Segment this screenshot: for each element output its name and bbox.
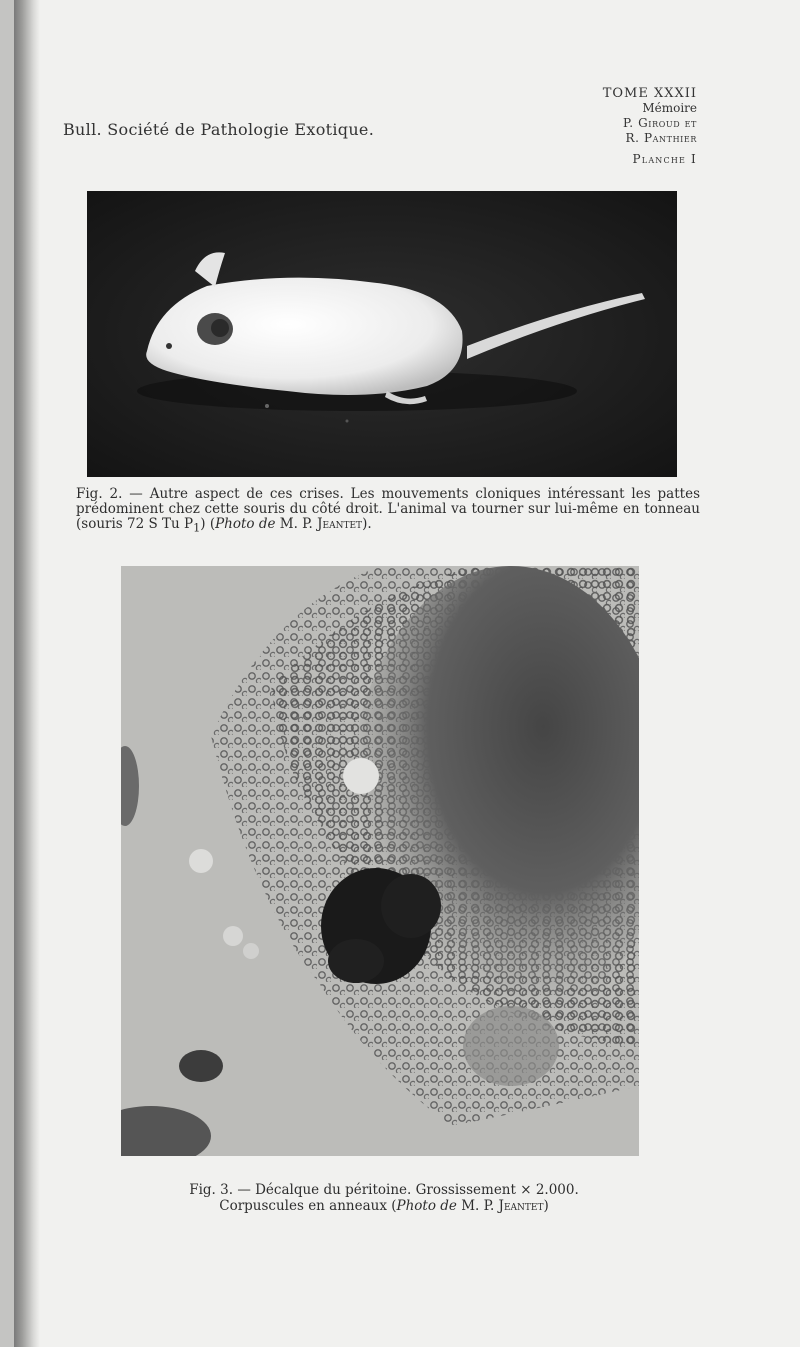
caption-end: ) — [543, 1198, 549, 1214]
figure-2-mouse-photo — [87, 191, 677, 477]
figure-3-micrograph — [121, 566, 639, 1156]
page-binding-edge — [0, 0, 14, 1347]
caption-text: Corpuscules en anneaux ( — [219, 1198, 397, 1214]
figure-3-caption-line-1: Fig. 3. — Décalque du péritoine. Grossissement × 2.000. — [189, 1182, 579, 1198]
tome-label: TOME XXXII — [602, 86, 697, 101]
mouse-photo-image — [87, 191, 677, 477]
author-line-2: R. Panthier — [625, 131, 697, 145]
caption-paren: ) ( — [200, 516, 216, 532]
memoire-label: Mémoire — [642, 101, 697, 115]
plate-header — [537, 86, 697, 167]
journal-title: Bull. Société de Pathologie Exotique. — [63, 120, 375, 139]
figure-2-caption — [76, 487, 700, 536]
caption-subscript: 1 — [193, 521, 201, 535]
photo-credit-prefix: M. P. — [275, 516, 318, 532]
figure-3-caption-line-2 — [120, 1198, 648, 1214]
figure-2-caption-text: Fig. 2. — Autre aspect de ces crises. Les mouvements cloniques intéressant les pattes prédominent chez cette souris du côté droit. L'animal va tourner sur lui-même en tonneau (souris 72 S Tu P — [76, 486, 700, 532]
author-line-1: P. Giroud et — [623, 116, 697, 130]
page-gutter-shadow — [14, 0, 40, 1347]
figure-3-caption — [120, 1182, 648, 1214]
caption-end: ). — [362, 516, 372, 532]
photographer-name: Jeantet — [498, 1198, 544, 1214]
photo-credit-label: Photo de — [396, 1198, 457, 1214]
micrograph-image — [121, 566, 639, 1156]
photo-credit-prefix: M. P. — [456, 1198, 499, 1214]
plate-number: Planche I — [632, 152, 697, 166]
photo-credit-label: Photo de — [215, 516, 276, 532]
photographer-name: Jeantet — [317, 516, 363, 532]
